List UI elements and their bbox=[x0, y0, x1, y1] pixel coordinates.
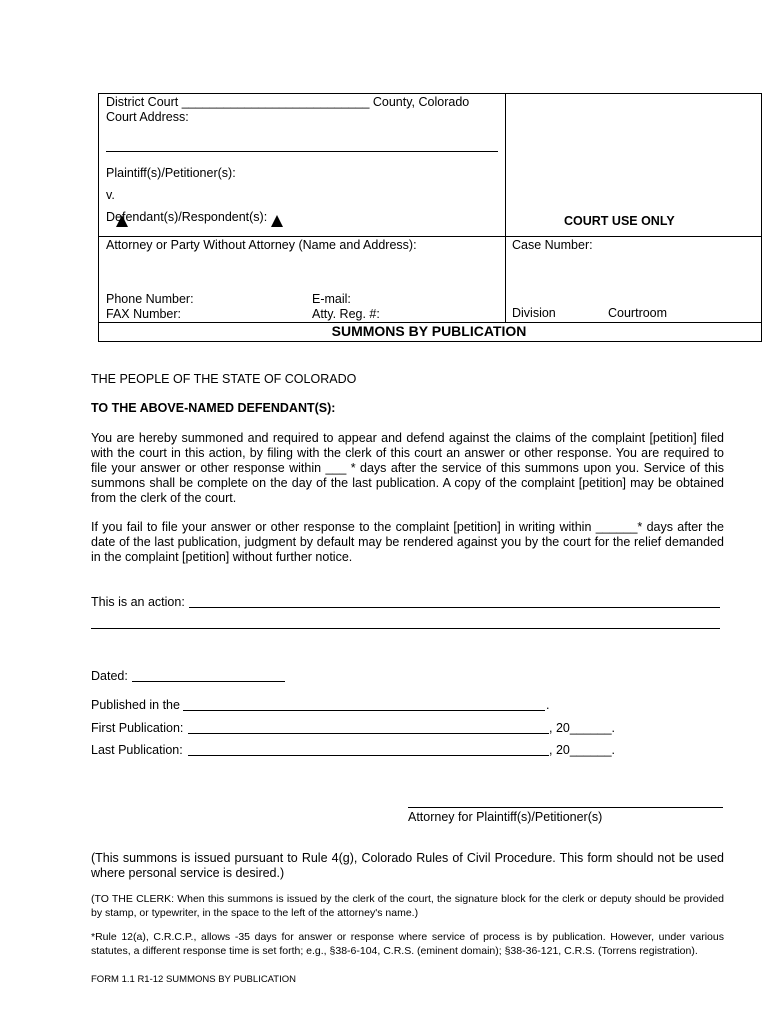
published-label: Published in the bbox=[91, 698, 180, 712]
attorney-label: Attorney or Party Without Attorney (Name and Address): bbox=[106, 238, 417, 252]
first-publication-label: First Publication: bbox=[91, 721, 184, 735]
caption-divider-middle bbox=[98, 236, 761, 237]
defendants-heading: TO THE ABOVE-NAMED DEFENDANT(S): bbox=[91, 401, 336, 415]
caption-divider-vertical bbox=[505, 93, 506, 322]
atty-reg-label: Atty. Reg. #: bbox=[312, 307, 380, 321]
defendant-label: Defendant(s)/Respondent(s): bbox=[106, 210, 268, 224]
fax-label: FAX Number: bbox=[106, 307, 182, 321]
signature-line[interactable] bbox=[408, 807, 723, 808]
published-field-line[interactable] bbox=[183, 710, 545, 711]
summons-paragraph: You are hereby summoned and required to appear and defend against the claims of the complaint [petition] filed with the court in this action, by filing with the clerk of this court an answer or other response. You are required to file your answer or other response within ___ * days after the service of this summons upon you. Service of this summons shall be complete on the day of the last publication. A copy of the complaint [petition] may be obtained from the clerk of the court. bbox=[91, 431, 724, 505]
last-publication-label: Last Publication: bbox=[91, 743, 183, 757]
district-court-field[interactable]: District Court ___________________________ County, Colorado bbox=[106, 95, 470, 109]
action-field-line-2[interactable] bbox=[91, 628, 720, 629]
phone-label: Phone Number: bbox=[106, 292, 194, 306]
first-publication-field-line[interactable] bbox=[188, 733, 549, 734]
email-label: E-mail: bbox=[312, 292, 351, 306]
published-period: . bbox=[546, 698, 550, 712]
action-field-line[interactable] bbox=[189, 607, 720, 608]
form-footer: FORM 1.1 R1-12 SUMMONS BY PUBLICATION bbox=[91, 974, 296, 985]
rule12-note: *Rule 12(a), C.R.C.P., allows -35 days for answer or response where service of process is by publication. However, under various statutes, a different response time is set forth; e.g., §38-6-104, C.R.S. (eminent domain); §38-36-121, C.R.S. (Torrens registration). bbox=[91, 931, 724, 957]
court-use-only-label: COURT USE ONLY bbox=[564, 214, 675, 228]
clerk-note: (TO THE CLERK: When this summons is issued by the clerk of the court, the signature block for the clerk or deputy should be provided by stamp, or typewriter, in the space to the left of the attorney's name.) bbox=[91, 893, 724, 919]
rule-note: (This summons is issued pursuant to Rule 4(g), Colorado Rules of Civil Procedure. This form should not be used where personal service is desired.) bbox=[91, 851, 724, 880]
last-publication-year[interactable]: , 20______. bbox=[549, 743, 616, 757]
last-publication-field-line[interactable] bbox=[188, 755, 549, 756]
courtroom-label: Courtroom bbox=[608, 306, 668, 320]
dated-label: Dated: bbox=[91, 669, 128, 683]
division-label: Division bbox=[512, 306, 556, 320]
dated-field-line[interactable] bbox=[132, 681, 285, 682]
first-publication-year[interactable]: , 20______. bbox=[549, 721, 616, 735]
form-title: SUMMONS BY PUBLICATION bbox=[331, 323, 527, 339]
triangle-marker-icon bbox=[116, 215, 128, 227]
signature-label: Attorney for Plaintiff(s)/Petitioner(s) bbox=[408, 810, 603, 824]
people-heading: THE PEOPLE OF THE STATE OF COLORADO bbox=[91, 372, 357, 386]
versus-label: v. bbox=[106, 188, 115, 202]
default-paragraph: If you fail to file your answer or other response to the complaint [petition] in writing within ______* days after the date of the last publication, judgment by default may be rendered against you by the court for the relief demanded in the complaint [petition] without further notice. bbox=[91, 520, 724, 564]
case-number-label: Case Number: bbox=[512, 238, 593, 252]
plaintiff-label: Plaintiff(s)/Petitioner(s): bbox=[106, 166, 236, 180]
triangle-marker-icon bbox=[271, 215, 283, 227]
court-address-label: Court Address: bbox=[106, 110, 189, 124]
court-address-line[interactable] bbox=[106, 151, 498, 152]
action-label: This is an action: bbox=[91, 595, 185, 609]
